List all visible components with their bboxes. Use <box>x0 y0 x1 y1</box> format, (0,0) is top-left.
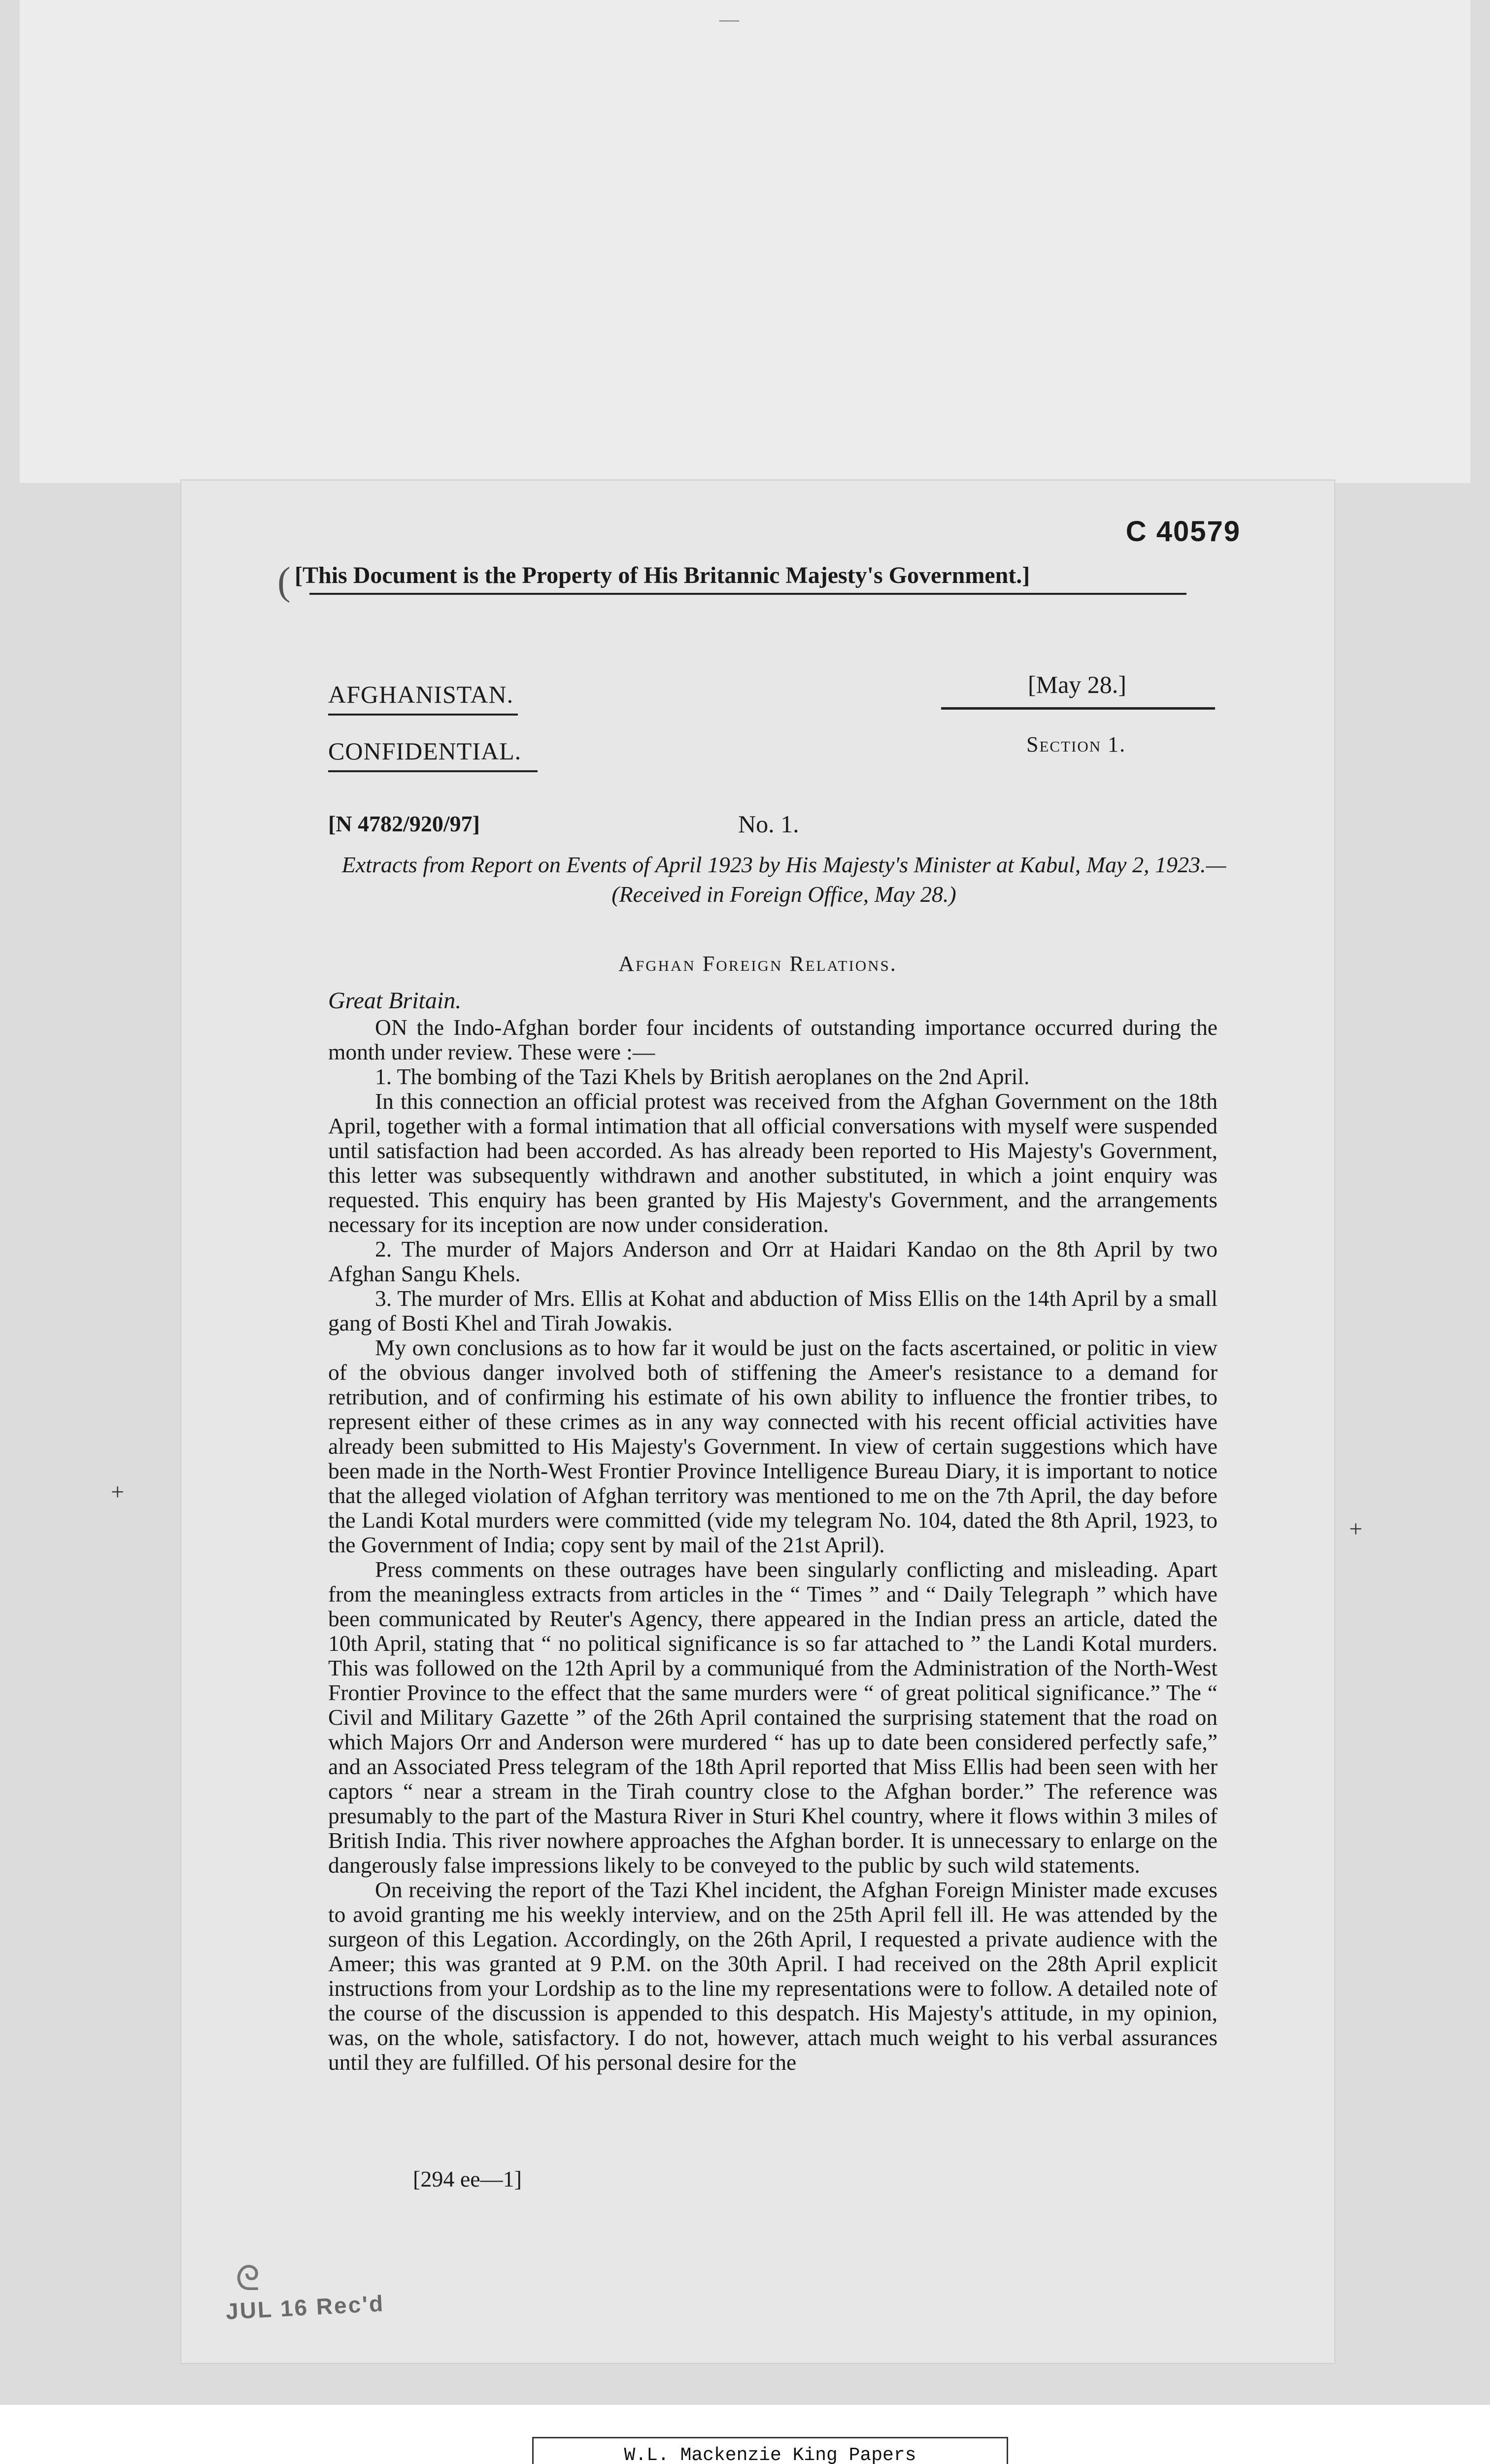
paragraph-audience: On receiving the report of the Tazi Khel incident, the Afghan Foreign Minister made excuses to avoid granting me his weekly interview, and on the 25th April fell ill. He was attended by the surgeon of this Legation. Accordingly, on the 26th April, I requested a private audience with the Ameer; this was granted at 9 P.M. on the 30th April. I had received on the 28th April explicit instructions from your Lordship as to the line my representations were to follow. A detailed note of the course of the discussion is appended to this despatch. His Majesty's attitude, in my opinion, was, on the whole, satisfactory. I do not, however, attach much weight to his verbal assurances until they are fulfilled. Of his personal desire for the <box>328 1877 1218 2075</box>
received-stamp: JUL 16 Rec'd <box>225 2290 385 2325</box>
document-date: [May 28.] <box>1028 671 1126 698</box>
document-number: C 40579 <box>1125 515 1241 548</box>
printer-reference: [294 ee—1] <box>413 2166 522 2191</box>
bracket-mark-icon: ( <box>277 560 291 603</box>
paragraph-press: Press comments on these outrages have been singularly conflicting and misleading. Apart from the meaningless extracts from articles in the “ Times ” and “ Daily Telegraph ” which have been communicated by Reuter's Agency, there appeared in the Indian press an article, dated the 10th April, stating that “ no political significance is so far attached to ” the Landi Kotal murders. This was followed on the 12th April by a communiqué from the Administration of the North-West Frontier Province to the effect that the same murders were “ of great political significance.” The “ Civil and Military Gazette ” of the 26th April contained the surprising statement that the road on which Majors Orr and Anderson were murdered “ has up to date been considered perfectly safe,” and an Associated Press telegram of the 18th April reported that Miss Ellis had been seen with her captors “ near a stream in the Tirah country close to the Afghan border.” The reference was presumably to the part of the Mastura River in Sturi Khel country, where it flows within 3 miles of British India. This river nowhere approaches the Afghan border. It is unnecessary to enlarge on the dangerously false impressions likely to be conveyed to the public by such wild statements. <box>328 1557 1218 1878</box>
document-body <box>328 1015 1218 2075</box>
country-label: AFGHANISTAN. <box>328 681 514 708</box>
paragraph-item-3: 3. The murder of Mrs. Ellis at Kohat and abduction of Miss Ellis on the 14th April by a small gang of Bosti Khel and Tirah Jowakis. <box>328 1286 1218 1335</box>
sub-heading: Great Britain. <box>328 988 462 1014</box>
paragraph-item-1: 1. The bombing of the Tazi Khels by British aeroplanes on the 2nd April. <box>375 1064 1030 1089</box>
collection-tag <box>532 2437 1008 2464</box>
paragraph-intro: ON the Indo-Afghan border four incidents of outstanding importance occurred during the month under review. These were :— <box>328 1015 1218 1064</box>
stamp-scribble-icon: ᘓ <box>236 2260 260 2298</box>
country-underline <box>328 714 518 716</box>
document-page <box>181 480 1334 2363</box>
section-heading: Afghan Foreign Relations. <box>618 952 897 976</box>
document-no: No. 1. <box>738 810 799 838</box>
property-notice: [This Document is the Property of His Britannic Majesty's Government.] <box>295 562 1030 588</box>
file-reference: [N 4782/920/97] <box>328 811 480 836</box>
date-underline <box>941 707 1215 710</box>
right-margin-mark: + <box>1349 1516 1363 1542</box>
classification-underline <box>328 770 538 772</box>
left-margin-mark: + <box>111 1479 125 1505</box>
scan-top-mark: — <box>719 8 739 30</box>
paragraph-protest: In this connection an official protest was received from the Afghan Government on the 18th April, together with a formal intimation that all official conversations with myself were suspended until satisfaction had been accorded. As has already been reported to His Majesty's Government, this letter was subsequently withdrawn and another substituted, in which a joint enquiry was requested. This enquiry has been granted by His Majesty's Government, and the arrangements necessary for its inception are now under consideration. <box>328 1089 1218 1237</box>
scan-background <box>20 0 1470 483</box>
paragraph-item-2: 2. The murder of Majors Anderson and Orr at Haidari Kandao on the 8th April by two Afghan Sangu Khels. <box>328 1236 1218 1286</box>
section-label: Section 1. <box>1026 732 1126 756</box>
property-underline <box>309 593 1186 595</box>
collection-name: W.L. Mackenzie King Papers <box>624 2445 916 2464</box>
extract-title: Extracts from Report on Events of April 1923 by His Majesty's Minister at Kabul, May 2, 1923.—(Received in Foreign Office, May 28.) <box>341 852 1226 907</box>
archive-banner <box>0 2405 1490 2464</box>
classification-label: CONFIDENTIAL. <box>328 737 522 765</box>
paragraph-conclusions: My own conclusions as to how far it would be just on the facts ascertained, or politic in view of the obvious danger involved both of stiffening the Ameer's resistance to a demand for retribution, and of confirming his estimate of his own ability to influence the frontier tribes, to represent either of these crimes as in any way connected with his recent official activities have already been submitted to His Majesty's Government. In view of certain suggestions which have been made in the North-West Frontier Province Intelligence Bureau Diary, it is important to notice that the alleged violation of Afghan territory was mentioned to me on the 7th April, the day before the Landi Kotal murders were committed (vide my telegram No. 104, dated the 8th April, 1923, to the Government of India; copy sent by mail of the 21st April). <box>328 1335 1218 1557</box>
